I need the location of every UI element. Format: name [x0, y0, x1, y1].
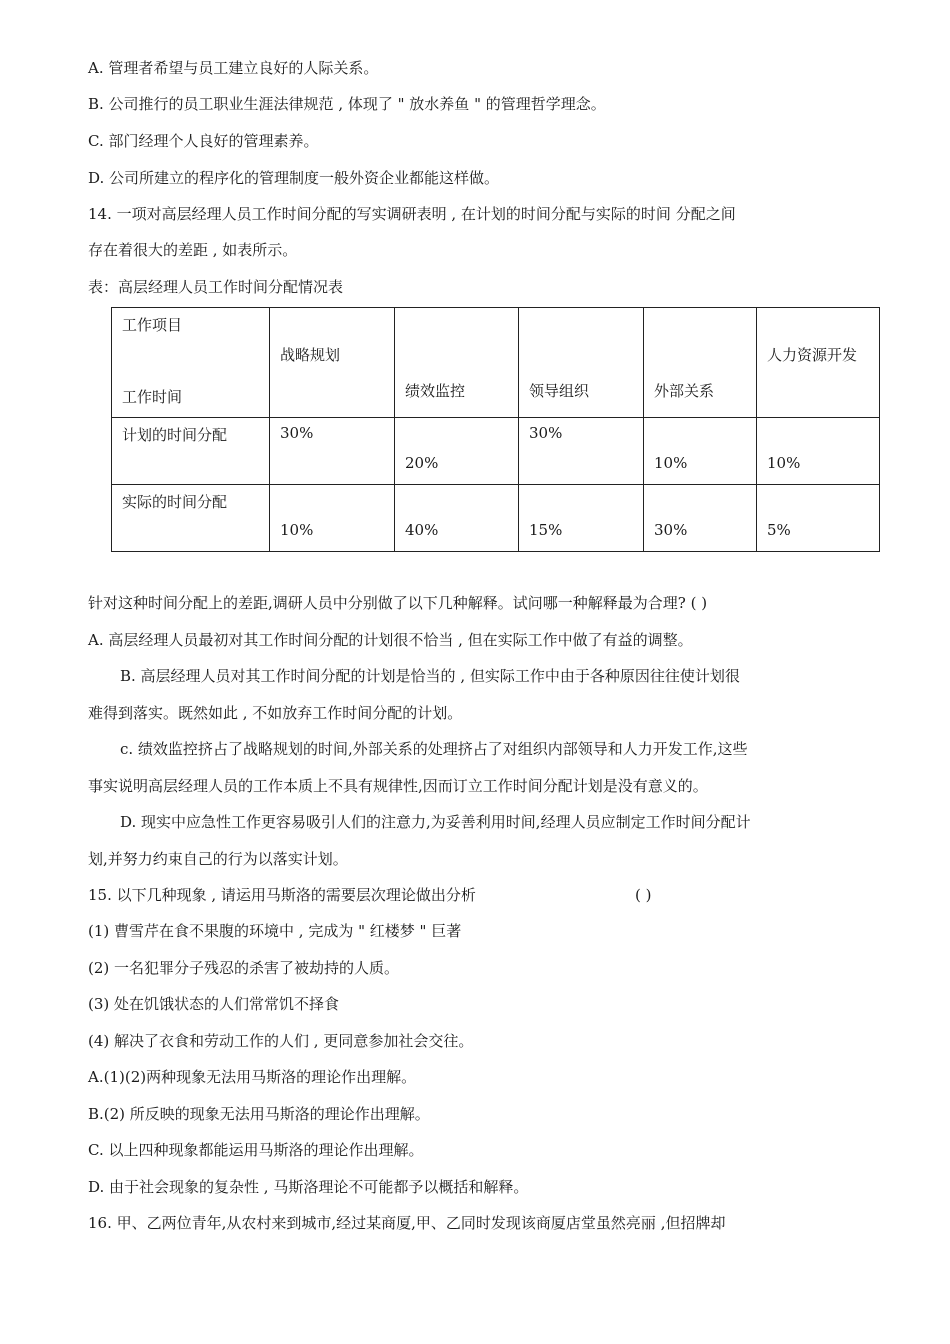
header-corner-cell: [112, 308, 270, 418]
table-row: [112, 418, 880, 485]
column-header-cell: [757, 308, 880, 418]
column-header-cell: [519, 308, 644, 418]
option-b-q14-line-1: B. 高层经理人员对其工作时间分配的计划是恰当的 , 但实际工作中由于各种原因往往使计划很: [120, 667, 740, 685]
column-header-cell: [644, 308, 757, 418]
column-header: 领导组织: [529, 382, 590, 400]
question-14-line-2: 存在着很大的差距 , 如表所示。: [88, 241, 298, 259]
table-cell: [270, 418, 395, 485]
column-header: 外部关系: [654, 382, 715, 400]
answer-blank: ( ): [635, 886, 652, 904]
option-b-q13: B. 公司推行的员工职业生涯法律规范 , 体现了 " 放水养鱼 " 的管理哲学理念。: [88, 95, 606, 113]
question-14-prompt: 针对这种时间分配上的差距,调研人员中分别做了以下几种解释。试问哪一种解释最为合理? ( ): [88, 594, 708, 612]
cell-value: 30%: [654, 521, 688, 539]
cell-value: 20%: [405, 454, 439, 472]
time-allocation-table: [111, 307, 880, 552]
cell-value: 15%: [529, 521, 563, 539]
row-label-cell: [112, 485, 270, 552]
row-label: 实际的时间分配: [122, 493, 228, 511]
table-cell: [757, 418, 880, 485]
table-cell: [395, 418, 519, 485]
option-b-q15: B.(2) 所反映的现象无法用马斯洛的理论作出理解。: [88, 1105, 430, 1123]
cell-value: 10%: [280, 521, 314, 539]
cell-value: 30%: [280, 424, 314, 442]
phenomenon-4: (4) 解决了衣食和劳动工作的人们 , 更同意参加社会交往。: [88, 1032, 474, 1050]
row-label-cell: [112, 418, 270, 485]
column-header: 人力资源开发: [767, 346, 858, 364]
phenomenon-1: (1) 曹雪芹在食不果腹的环境中 , 完成为 " 红楼梦 " 巨著: [88, 922, 462, 940]
phenomenon-3: (3) 处在饥饿状态的人们常常饥不择食: [88, 995, 340, 1013]
option-d-q13: D. 公司所建立的程序化的管理制度一般外资企业都能这样做。: [88, 169, 500, 187]
option-d-q14-line-2: 划,并努力约束自己的行为以落实计划。: [88, 850, 348, 868]
option-a-q15: A.(1)(2)两种现象无法用马斯洛的理论作出理解。: [88, 1068, 417, 1086]
column-header-cell: [270, 308, 395, 418]
cell-value: 5%: [767, 521, 791, 539]
option-a-q13: A. 管理者希望与员工建立良好的人际关系。: [88, 59, 379, 77]
question-14-line-1: 14. 一项对高层经理人员工作时间分配的写实调研表明 , 在计划的时间分配与实际的时间 分配之间: [88, 205, 736, 223]
option-c-q14-line-1: c. 绩效监控挤占了战略规划的时间,外部关系的处理挤占了对组织内部领导和人力开发工作,这些: [120, 740, 748, 758]
option-b-q14-line-2: 难得到落实。既然如此 , 不如放弃工作时间分配的计划。: [88, 704, 463, 722]
column-header: 战略规划: [280, 346, 341, 364]
table-cell: [519, 418, 644, 485]
table-header-row: [112, 308, 880, 418]
table-cell: [395, 485, 519, 552]
option-c-q15: C. 以上四种现象都能运用马斯洛的理论作出理解。: [88, 1141, 424, 1159]
header-work-item: 工作项目: [122, 316, 183, 334]
question-16-prompt: 16. 甲、乙两位青年,从农村来到城市,经过某商厦,甲、乙同时发现该商厦店堂虽然亮丽 ,但招牌却: [88, 1214, 726, 1232]
option-c-q14-line-2: 事实说明高层经理人员的工作本质上不具有规律性,因而订立工作时间分配计划是没有意义的。: [88, 777, 708, 795]
cell-value: 30%: [529, 424, 563, 442]
column-header-cell: [395, 308, 519, 418]
table-cell: [757, 485, 880, 552]
option-a-q14: A. 高层经理人员最初对其工作时间分配的计划很不恰当 , 但在实际工作中做了有益的调整。: [88, 631, 693, 649]
cell-value: 10%: [767, 454, 801, 472]
row-label: 计划的时间分配: [122, 426, 228, 444]
option-d-q15: D. 由于社会现象的复杂性 , 马斯洛理论不可能都予以概括和解释。: [88, 1178, 529, 1196]
phenomenon-2: (2) 一名犯罪分子残忍的杀害了被劫持的人质。: [88, 959, 400, 977]
header-work-time: 工作时间: [122, 388, 183, 406]
column-header: 绩效监控: [405, 382, 466, 400]
table-row: [112, 485, 880, 552]
cell-value: 40%: [405, 521, 439, 539]
table-caption: 表：高层经理人员工作时间分配情况表: [88, 278, 344, 296]
table-cell: [644, 418, 757, 485]
table-cell: [644, 485, 757, 552]
option-d-q14-line-1: D. 现实中应急性工作更容易吸引人们的注意力,为妥善利用时间,经理人员应制定工作时间分配计: [120, 813, 751, 831]
option-c-q13: C. 部门经理个人良好的管理素养。: [88, 132, 319, 150]
table-cell: [270, 485, 395, 552]
cell-value: 10%: [654, 454, 688, 472]
question-15-prompt: 15. 以下几种现象 , 请运用马斯洛的需要层次理论做出分析: [88, 886, 476, 904]
table-cell: [519, 485, 644, 552]
